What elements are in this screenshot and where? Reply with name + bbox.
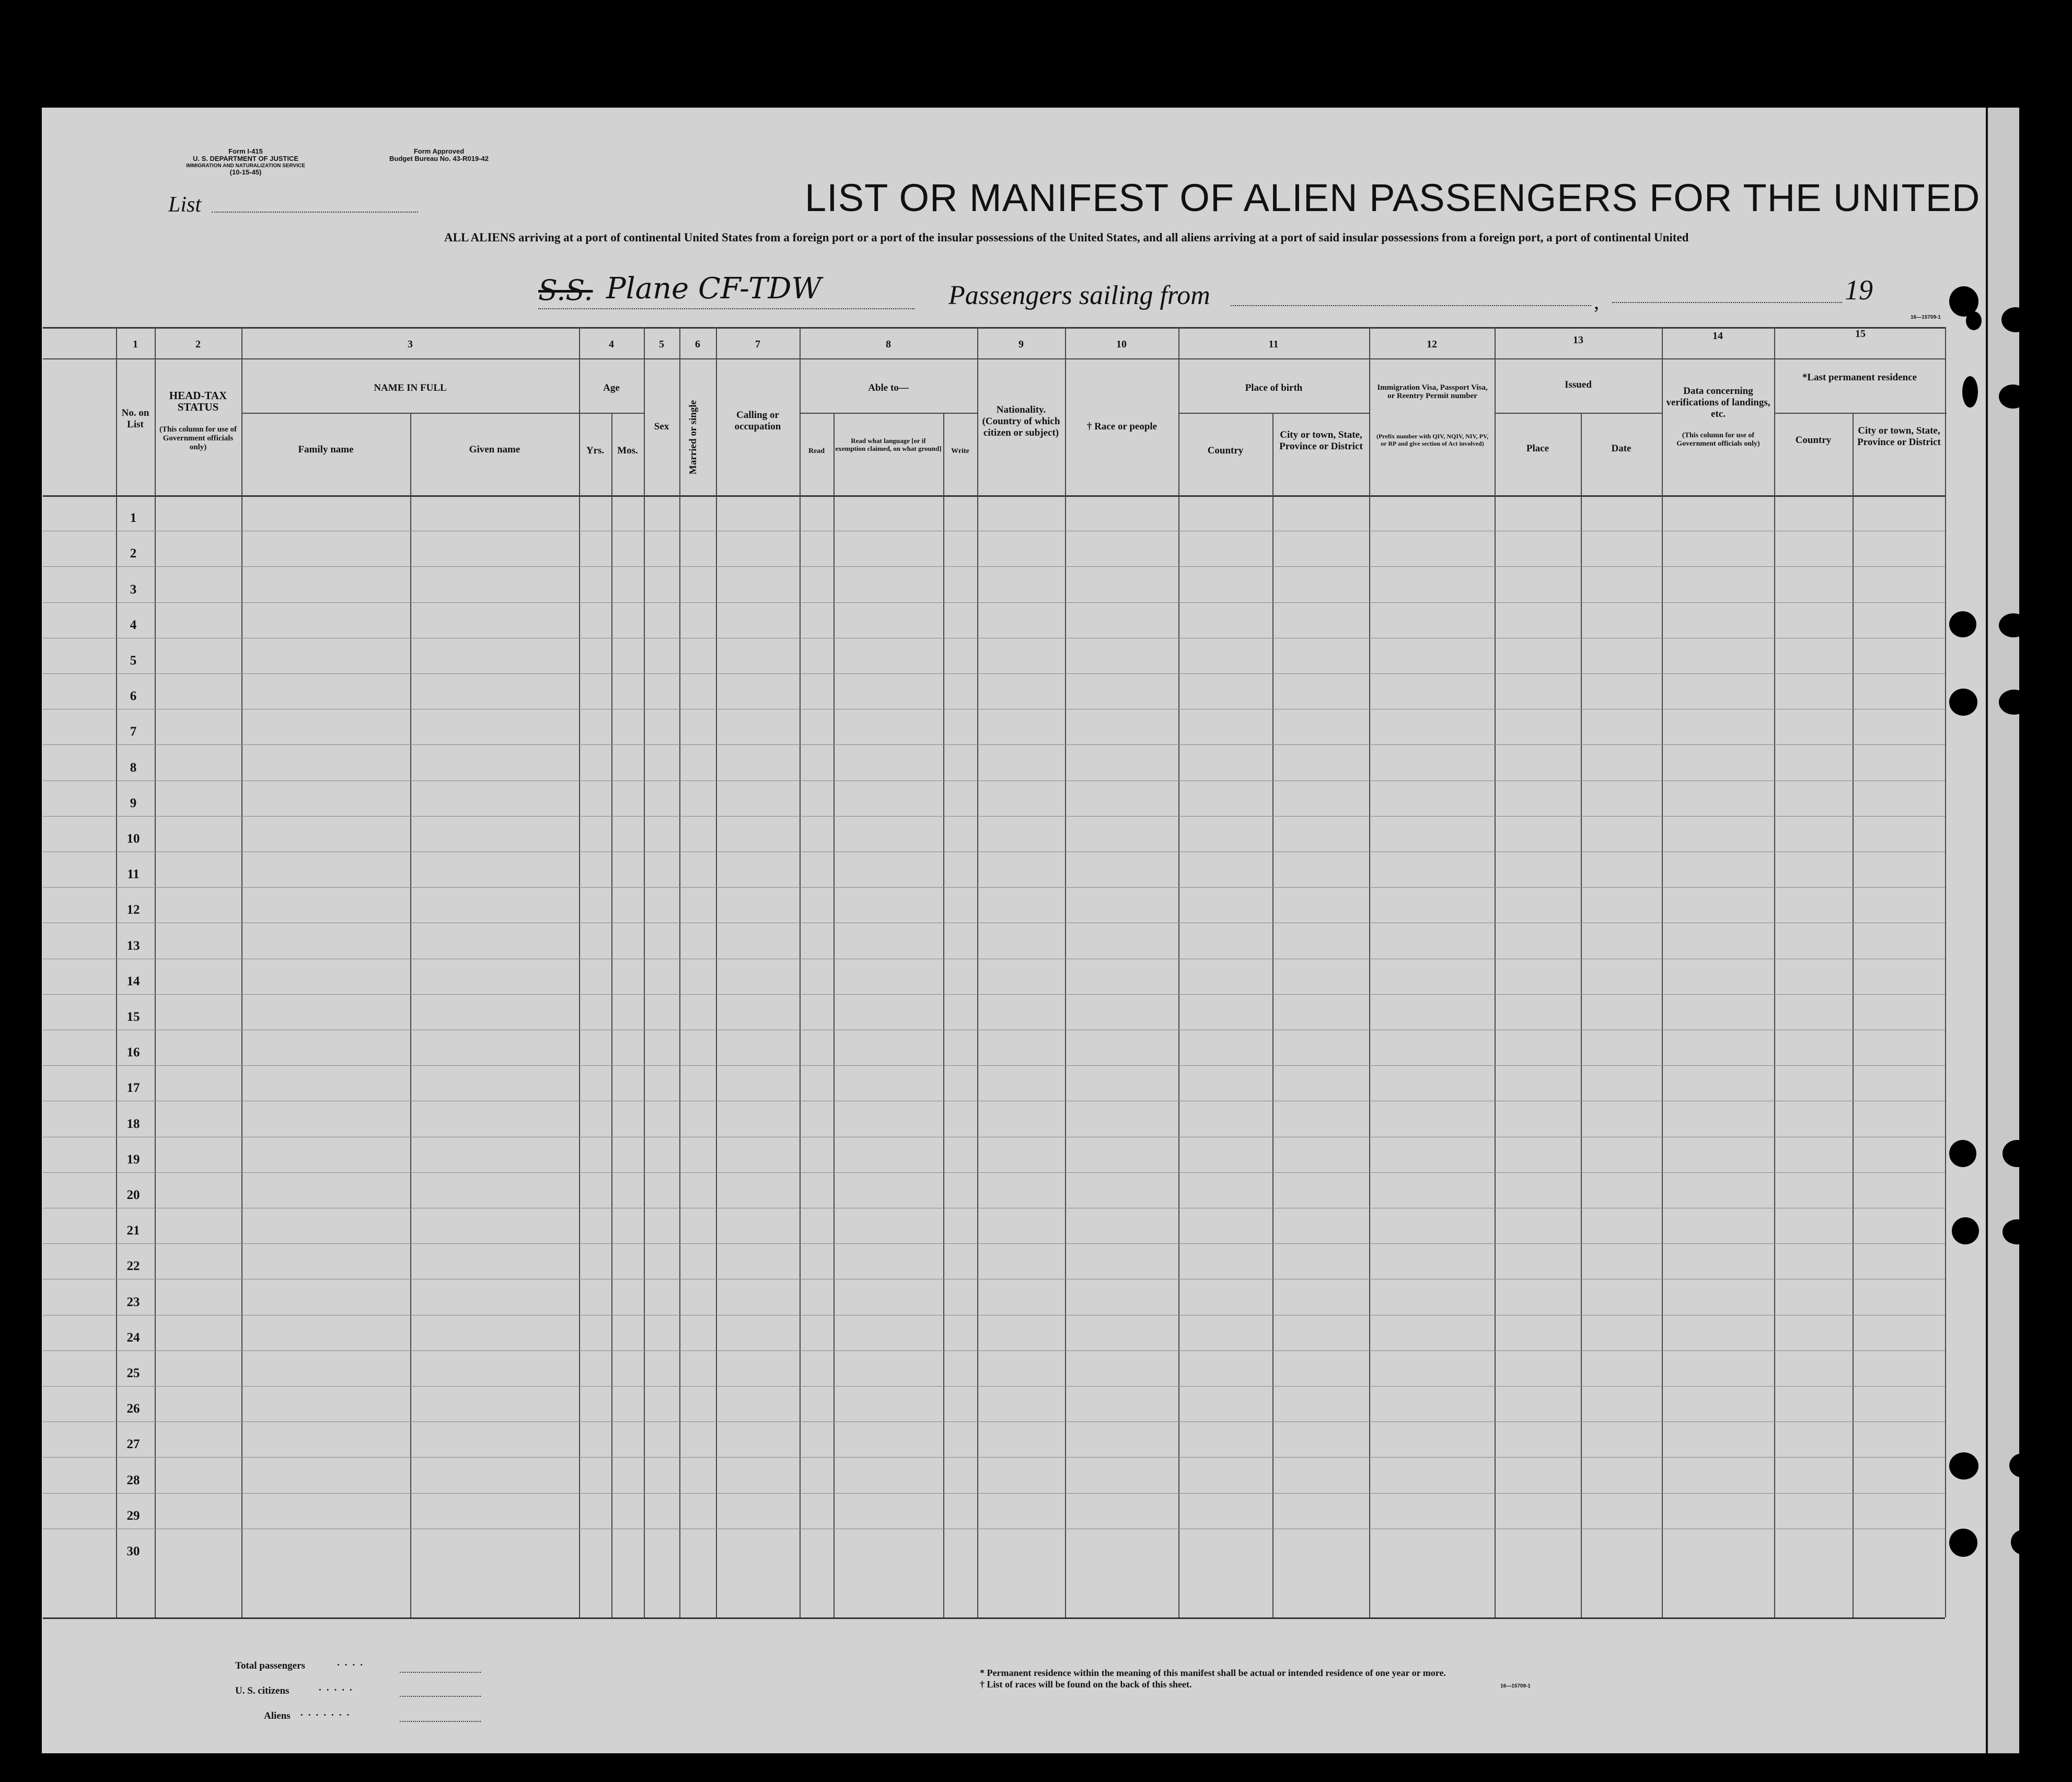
- col-rule: [1178, 327, 1179, 1617]
- punch-hole: [1949, 1452, 1978, 1480]
- hdr-sex: Sex: [654, 421, 669, 432]
- hdr-read-language: Read what language [or if exemption claimed, on what ground]: [835, 437, 942, 452]
- row-number: 28: [126, 1473, 140, 1487]
- col-rule: [1065, 327, 1066, 1617]
- hdr-family-name: Family name: [298, 444, 354, 455]
- col-rule: [943, 413, 944, 1617]
- table-top-border: [43, 327, 1945, 329]
- col-number-9: 9: [1018, 339, 1024, 350]
- hdr-read: Read: [808, 447, 825, 455]
- hdr-race: † Race or people: [1086, 421, 1157, 432]
- col-number-2: 2: [195, 339, 201, 350]
- col-rule: [834, 413, 835, 1617]
- table-bottom-border: [43, 1617, 1945, 1619]
- row-number: 22: [126, 1259, 140, 1274]
- row-number: 17: [126, 1081, 140, 1096]
- row-rule: [43, 1457, 1945, 1458]
- punch-hole: [1952, 1217, 1979, 1244]
- row-rule: [43, 1172, 1945, 1173]
- punch-hole: [2002, 1140, 2032, 1167]
- hdr-nationality: Nationality. (Country of which citizen or subject): [982, 404, 1060, 438]
- row-rule: [43, 887, 1945, 888]
- col-rule: [579, 327, 580, 1617]
- able-subheader-rule: [800, 413, 977, 414]
- row-number: 13: [126, 938, 140, 953]
- hdr-last-residence: *Last permanent residence: [1802, 372, 1917, 383]
- us-citizens-field[interactable]: [400, 1696, 481, 1697]
- row-rule: [43, 1065, 1945, 1066]
- col-number-3: 3: [408, 339, 413, 350]
- aliens-field[interactable]: [400, 1721, 481, 1722]
- row-number: 18: [126, 1116, 140, 1131]
- sailing-port-field[interactable]: [1231, 305, 1591, 306]
- hdr-given-name: Given name: [469, 444, 520, 455]
- hdr-head-tax: HEAD-TAX STATUS: [169, 389, 227, 413]
- col-rule: [977, 327, 978, 1617]
- punch-hole: [1999, 385, 2027, 409]
- col-rule: [1945, 327, 1946, 1617]
- hdr-calling: Calling or occupation: [734, 410, 781, 432]
- vessel-name-handwritten: Plane CF-TDW: [606, 272, 821, 306]
- footer-total-label: Total passengers: [235, 1660, 305, 1671]
- row-number: 1: [130, 511, 137, 526]
- footer-aliens-label: Aliens: [264, 1710, 291, 1721]
- hdr-age: Age: [603, 382, 620, 393]
- col-number-7: 7: [755, 339, 760, 350]
- row-number: 8: [130, 760, 137, 775]
- sailing-label: Passengers sailing from: [948, 281, 1210, 310]
- year-prefix: 19: [1845, 274, 1873, 306]
- row-rule: [43, 602, 1945, 603]
- col-rule: [1369, 327, 1370, 1617]
- col-number-10: 10: [1116, 339, 1127, 350]
- row-number: 6: [130, 689, 137, 704]
- hdr-issued: Issued: [1565, 379, 1592, 390]
- col-rule: [241, 327, 242, 1617]
- birth-subheader-rule: [1178, 413, 1369, 414]
- header-bottom-rule: [43, 495, 1945, 497]
- hdr-issued-place: Place: [1526, 443, 1549, 454]
- punch-hole: [2002, 1219, 2032, 1244]
- row-rule: [43, 994, 1945, 995]
- vessel-field[interactable]: [538, 308, 915, 309]
- hdr-able-to: Able to—: [868, 382, 909, 393]
- row-number: 9: [130, 796, 137, 810]
- col-number-11: 11: [1268, 339, 1279, 350]
- hdr-lr-country: Country: [1795, 435, 1832, 446]
- row-rule: [43, 1386, 1945, 1387]
- budget-number: Budget Bureau No. 43-R019-42: [389, 155, 489, 162]
- row-number: 14: [126, 974, 140, 988]
- punch-hole: [2009, 1453, 2035, 1477]
- row-number: 30: [126, 1544, 140, 1558]
- col-rule: [716, 327, 717, 1617]
- list-number-field[interactable]: [212, 212, 418, 213]
- row-number: 21: [126, 1224, 140, 1238]
- col-number-6: 6: [695, 339, 700, 350]
- sailing-date-field[interactable]: [1612, 302, 1842, 303]
- punch-hole: [1999, 690, 2029, 715]
- row-number: 12: [126, 903, 140, 917]
- row-number: 5: [130, 654, 137, 668]
- hdr-lr-city: City or town, State, Province or District: [1857, 425, 1941, 448]
- col-rule: [1662, 327, 1663, 1617]
- list-label: List: [168, 193, 202, 217]
- punch-hole: [1966, 311, 1982, 330]
- punch-hole: [1999, 613, 2028, 637]
- col-rule: [1272, 413, 1274, 1617]
- col-rule: [1774, 327, 1775, 1617]
- row-number: 25: [126, 1366, 140, 1380]
- hdr-birth-country: Country: [1207, 445, 1244, 456]
- col-number-4: 4: [609, 339, 614, 350]
- binding-margin: [1986, 108, 2019, 1753]
- hdr-place-of-birth: Place of birth: [1245, 382, 1303, 393]
- row-number: 24: [126, 1330, 140, 1345]
- hdr-birth-city: City or town, State, Province or District: [1279, 429, 1363, 452]
- row-number: 10: [126, 832, 140, 846]
- row-number: 29: [126, 1508, 140, 1523]
- row-number: 15: [126, 1010, 140, 1024]
- print-code-top: 16—15709-1: [1911, 315, 1941, 320]
- row-rule: [43, 673, 1945, 674]
- col-rule: [1581, 413, 1582, 1617]
- row-number: 26: [126, 1402, 140, 1416]
- hdr-visa: Immigration Visa, Passport Visa, or Reentry Permit number: [1377, 383, 1488, 400]
- row-number: 3: [130, 582, 137, 597]
- col-number-1: 1: [133, 339, 138, 350]
- service-label: IMMIGRATION AND NATURALIZATION SERVICE: [186, 163, 305, 169]
- print-code-bottom: 16—15709-1: [1500, 1683, 1531, 1689]
- col-rule: [1853, 413, 1854, 1617]
- row-number: 27: [126, 1437, 140, 1452]
- col-number-12: 12: [1427, 339, 1437, 350]
- footnote-races: † List of races will be found on the back of this sheet.: [980, 1679, 1192, 1690]
- col-rule: [410, 413, 411, 1617]
- row-number: 23: [126, 1295, 140, 1309]
- vessel-type-struck: S.S.: [538, 274, 593, 307]
- hdr-write: Write: [951, 447, 969, 455]
- hdr-issued-date: Date: [1611, 443, 1631, 454]
- row-number: 2: [130, 546, 137, 561]
- row-number: 11: [127, 867, 140, 882]
- footer-citizens-label: U. S. citizens: [235, 1685, 290, 1696]
- col-number-14: 14: [1712, 330, 1723, 342]
- issued-subheader-rule: [1495, 413, 1662, 414]
- punch-hole: [1949, 689, 1977, 716]
- hdr-yrs: Yrs.: [586, 445, 605, 456]
- punch-hole: [1962, 376, 1978, 407]
- row-rule: [43, 1350, 1945, 1351]
- approval-label: Form Approved: [413, 147, 465, 155]
- col-rule: [644, 327, 645, 1617]
- comma: ,: [1594, 290, 1599, 313]
- row-rule: [43, 1493, 1945, 1494]
- page-title: LIST OR MANIFEST OF ALIEN PASSENGERS FOR THE UNITED: [805, 176, 1981, 219]
- hdr-married: Married or single: [688, 400, 699, 475]
- row-number: 20: [126, 1188, 140, 1202]
- manifest-sheet: [42, 108, 2017, 1753]
- footnote-residence: * Permanent residence within the meaning of this manifest shall be actual or intended residence of one year or more.: [980, 1668, 1446, 1678]
- punch-hole: [1949, 1140, 1976, 1167]
- department-label: U. S. DEPARTMENT OF JUSTICE: [193, 155, 298, 162]
- row-number: 19: [126, 1152, 140, 1167]
- col-rule: [679, 327, 680, 1617]
- col-number-13: 13: [1573, 334, 1583, 346]
- col-number-5: 5: [659, 339, 664, 350]
- col-rule: [1495, 327, 1496, 1617]
- footer-leader: ....: [337, 1657, 368, 1668]
- name-subheader-rule: [241, 413, 644, 414]
- row-rule: [43, 1243, 1945, 1244]
- form-date-code: (10-15-45): [229, 168, 262, 176]
- punch-hole: [1949, 611, 1976, 637]
- row-number: 4: [130, 618, 137, 632]
- hdr-visa-note: (Prefix number with QIV, NQIV, NIV, PV, or RP and give section of Act involved): [1376, 433, 1489, 447]
- punch-hole: [1949, 1529, 1977, 1557]
- hdr-verifications: Data concerning verifications of landings, etc.: [1666, 386, 1770, 420]
- row-rule: [43, 566, 1945, 567]
- hdr-mos: Mos.: [617, 445, 638, 456]
- row-number: 7: [130, 725, 137, 739]
- col-number-8: 8: [886, 339, 891, 350]
- hdr-verifications-note: (This column for use of Government officials only): [1676, 432, 1760, 448]
- column-number-rule: [43, 358, 1945, 359]
- col-rule: [800, 327, 801, 1617]
- col-rule: [611, 413, 612, 1617]
- row-number: 16: [126, 1045, 140, 1060]
- row-rule: [43, 744, 1945, 745]
- footer-leader: .....: [319, 1682, 357, 1693]
- footer-leader: .......: [300, 1707, 355, 1718]
- col-rule: [155, 327, 156, 1617]
- row-rule: [43, 816, 1945, 817]
- subtitle: ALL ALIENS arriving at a port of continental United States from a foreign port or a port of the insular possessions of the United States, and all aliens arriving at a port of said insular possessions from a foreign port, a port of continental United: [444, 231, 1689, 244]
- total-passengers-field[interactable]: [400, 1672, 481, 1673]
- hdr-head-tax-note: (This column for use of Government officials only): [159, 425, 237, 451]
- hdr-name-in-full: NAME IN FULL: [374, 382, 447, 393]
- punch-hole: [2001, 307, 2030, 332]
- residence-subheader-rule: [1774, 413, 1947, 414]
- hdr-no-on-list: No. on List: [121, 407, 149, 430]
- form-number: Form I-415: [228, 147, 263, 155]
- col-number-15: 15: [1855, 328, 1866, 340]
- punch-hole: [2011, 1530, 2036, 1555]
